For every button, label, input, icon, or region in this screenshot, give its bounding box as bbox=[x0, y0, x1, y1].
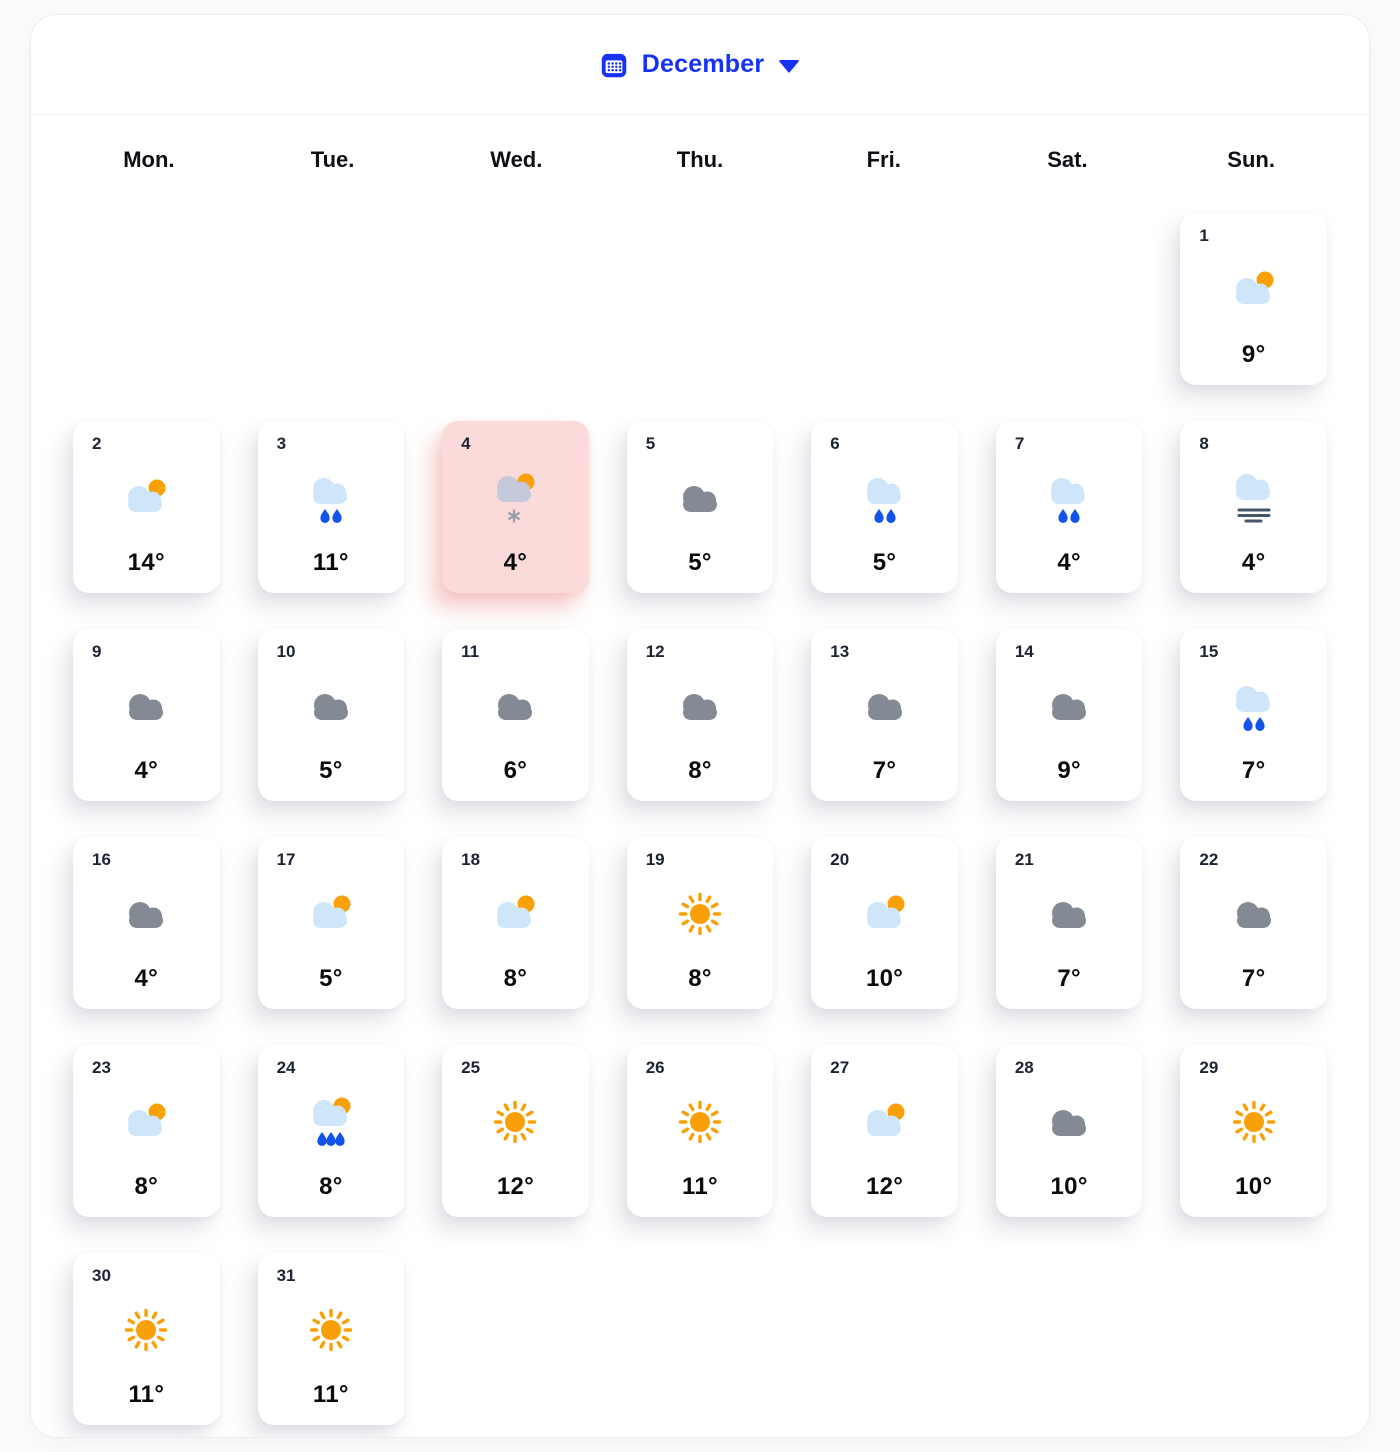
day-card[interactable] bbox=[1180, 837, 1327, 1009]
sunny-icon bbox=[442, 1090, 589, 1156]
sunny-icon bbox=[1180, 1090, 1327, 1156]
day-temperature: 11° bbox=[312, 549, 349, 576]
cloudy-icon bbox=[627, 466, 774, 532]
day-number: 8 bbox=[1199, 434, 1209, 453]
day-card[interactable] bbox=[442, 837, 589, 1009]
day-number: 26 bbox=[645, 1058, 665, 1077]
cloudy-icon bbox=[996, 674, 1143, 740]
rain-icon bbox=[811, 466, 958, 532]
snow-sun-icon bbox=[442, 466, 589, 532]
weekday-label-mon: Mon. bbox=[123, 147, 175, 172]
day-number: 17 bbox=[276, 850, 296, 869]
fog-icon bbox=[1180, 466, 1327, 532]
day-number: 11 bbox=[461, 642, 480, 661]
weekday-label-tue: Tue. bbox=[310, 147, 355, 172]
day-temperature: 5° bbox=[872, 549, 897, 576]
partly-cloudy-icon bbox=[73, 1090, 220, 1156]
day-temperature: 14° bbox=[127, 549, 165, 576]
partly-cloudy-icon bbox=[811, 882, 958, 948]
day-card[interactable] bbox=[811, 629, 958, 801]
day-card[interactable] bbox=[996, 1045, 1143, 1217]
day-temperature: 10° bbox=[1050, 1173, 1088, 1200]
day-card[interactable] bbox=[1180, 629, 1327, 801]
calendar-icon bbox=[600, 51, 628, 79]
day-card[interactable] bbox=[1180, 421, 1327, 593]
day-card[interactable] bbox=[1180, 1045, 1327, 1217]
day-card[interactable] bbox=[996, 629, 1143, 801]
day-card[interactable] bbox=[258, 837, 405, 1009]
day-number: 20 bbox=[830, 850, 850, 869]
month-label: December bbox=[641, 50, 765, 78]
day-number: 2 bbox=[92, 434, 102, 453]
day-card[interactable] bbox=[73, 837, 220, 1009]
day-temperature: 8° bbox=[688, 965, 712, 992]
day-temperature: 7° bbox=[872, 757, 897, 784]
weather-calendar-panel bbox=[30, 14, 1370, 1438]
cloudy-icon bbox=[73, 882, 220, 948]
day-temperature: 8° bbox=[134, 1173, 159, 1200]
day-card[interactable] bbox=[258, 629, 405, 801]
day-temperature: 4° bbox=[134, 965, 159, 992]
day-temperature: 10° bbox=[1235, 1173, 1273, 1200]
weekday-label-fri: Fri. bbox=[866, 147, 901, 172]
day-number: 15 bbox=[1199, 642, 1219, 661]
day-number: 31 bbox=[276, 1266, 296, 1285]
day-number: 14 bbox=[1014, 642, 1034, 661]
day-temperature: 10° bbox=[865, 965, 904, 992]
day-temperature: 4° bbox=[503, 549, 528, 576]
day-temperature: 7° bbox=[1241, 965, 1266, 992]
day-number: 22 bbox=[1199, 850, 1219, 869]
day-temperature: 9° bbox=[1241, 341, 1266, 368]
rain-sun-icon bbox=[258, 1090, 405, 1156]
day-number: 6 bbox=[830, 434, 840, 453]
day-card[interactable] bbox=[73, 421, 220, 593]
day-temperature: 11° bbox=[312, 1381, 349, 1408]
day-temperature: 5° bbox=[688, 549, 712, 576]
day-temperature: 8° bbox=[688, 757, 712, 784]
sunny-icon bbox=[73, 1298, 220, 1364]
day-number: 24 bbox=[276, 1058, 296, 1077]
day-temperature: 7° bbox=[1057, 965, 1081, 992]
day-temperature: 8° bbox=[503, 965, 528, 992]
partly-cloudy-icon bbox=[73, 466, 220, 532]
day-number: 12 bbox=[645, 642, 665, 661]
cloudy-icon bbox=[73, 674, 220, 740]
day-card[interactable] bbox=[442, 629, 589, 801]
partly-cloudy-icon bbox=[811, 1090, 958, 1156]
day-number: 29 bbox=[1199, 1058, 1219, 1077]
day-number: 30 bbox=[92, 1266, 111, 1285]
day-number: 10 bbox=[276, 642, 296, 661]
day-number: 21 bbox=[1014, 850, 1034, 869]
day-card[interactable] bbox=[627, 629, 774, 801]
cloudy-icon bbox=[996, 1090, 1143, 1156]
day-temperature: 4° bbox=[1241, 549, 1266, 576]
day-temperature: 6° bbox=[503, 757, 528, 784]
rain-icon bbox=[258, 466, 405, 532]
partly-cloudy-icon bbox=[1180, 258, 1327, 324]
day-number: 1 bbox=[1199, 226, 1209, 245]
weekday-label-sun: Sun. bbox=[1227, 147, 1275, 172]
day-card[interactable] bbox=[442, 421, 589, 593]
day-temperature: 9° bbox=[1057, 757, 1081, 784]
cloudy-icon bbox=[811, 674, 958, 740]
day-card[interactable] bbox=[258, 421, 405, 593]
day-number: 16 bbox=[92, 850, 111, 869]
day-temperature: 11° bbox=[682, 1173, 718, 1200]
day-number: 28 bbox=[1014, 1058, 1034, 1077]
day-number: 3 bbox=[276, 434, 287, 453]
day-card[interactable] bbox=[811, 421, 958, 593]
day-number: 27 bbox=[830, 1058, 850, 1077]
day-number: 19 bbox=[645, 850, 665, 869]
day-temperature: 11° bbox=[128, 1381, 165, 1408]
day-card[interactable] bbox=[627, 1045, 774, 1217]
day-card[interactable] bbox=[73, 1045, 220, 1217]
day-card[interactable] bbox=[996, 421, 1143, 593]
day-temperature: 7° bbox=[1241, 757, 1266, 784]
weekday-label-sat: Sat. bbox=[1047, 147, 1088, 172]
day-card[interactable] bbox=[996, 837, 1143, 1009]
day-number: 18 bbox=[461, 850, 481, 869]
weekday-header-row bbox=[31, 147, 1369, 173]
day-number: 5 bbox=[645, 434, 656, 453]
sunny-icon bbox=[627, 882, 774, 948]
rain-icon bbox=[1180, 674, 1327, 740]
day-card[interactable] bbox=[627, 837, 774, 1009]
day-card[interactable] bbox=[811, 837, 958, 1009]
day-card[interactable] bbox=[73, 1253, 220, 1425]
day-number: 7 bbox=[1014, 434, 1025, 453]
day-card[interactable] bbox=[442, 1045, 589, 1217]
cloudy-icon bbox=[1180, 882, 1327, 948]
calendar-grid bbox=[31, 173, 1369, 1438]
day-temperature: 12° bbox=[865, 1173, 904, 1200]
day-temperature: 4° bbox=[134, 757, 159, 784]
day-number: 23 bbox=[92, 1058, 111, 1077]
day-temperature: 4° bbox=[1057, 549, 1081, 576]
sunny-icon bbox=[627, 1090, 774, 1156]
day-temperature: 8° bbox=[319, 1173, 343, 1200]
cloudy-icon bbox=[442, 674, 589, 740]
weekday-label-wed: Wed. bbox=[490, 147, 543, 172]
day-temperature: 5° bbox=[319, 965, 343, 992]
day-number: 25 bbox=[461, 1058, 481, 1077]
day-card[interactable] bbox=[258, 1253, 405, 1425]
day-temperature: 12° bbox=[496, 1173, 535, 1200]
day-number: 9 bbox=[92, 642, 102, 661]
day-number: 13 bbox=[830, 642, 850, 661]
day-card[interactable] bbox=[627, 421, 774, 593]
day-card[interactable] bbox=[1180, 213, 1327, 385]
day-card[interactable] bbox=[258, 1045, 405, 1217]
chevron-down-icon bbox=[778, 60, 800, 73]
sunny-icon bbox=[258, 1298, 405, 1364]
day-temperature: 5° bbox=[319, 757, 343, 784]
cloudy-icon bbox=[627, 674, 774, 740]
partly-cloudy-icon bbox=[258, 882, 405, 948]
day-number: 4 bbox=[461, 434, 471, 453]
rain-icon bbox=[996, 466, 1143, 532]
partly-cloudy-icon bbox=[442, 882, 589, 948]
cloudy-icon bbox=[996, 882, 1143, 948]
day-card[interactable] bbox=[811, 1045, 958, 1217]
weekday-label-thu: Thu. bbox=[676, 147, 724, 172]
month-selector[interactable] bbox=[31, 15, 1369, 115]
cloudy-icon bbox=[258, 674, 405, 740]
day-card[interactable] bbox=[73, 629, 220, 801]
